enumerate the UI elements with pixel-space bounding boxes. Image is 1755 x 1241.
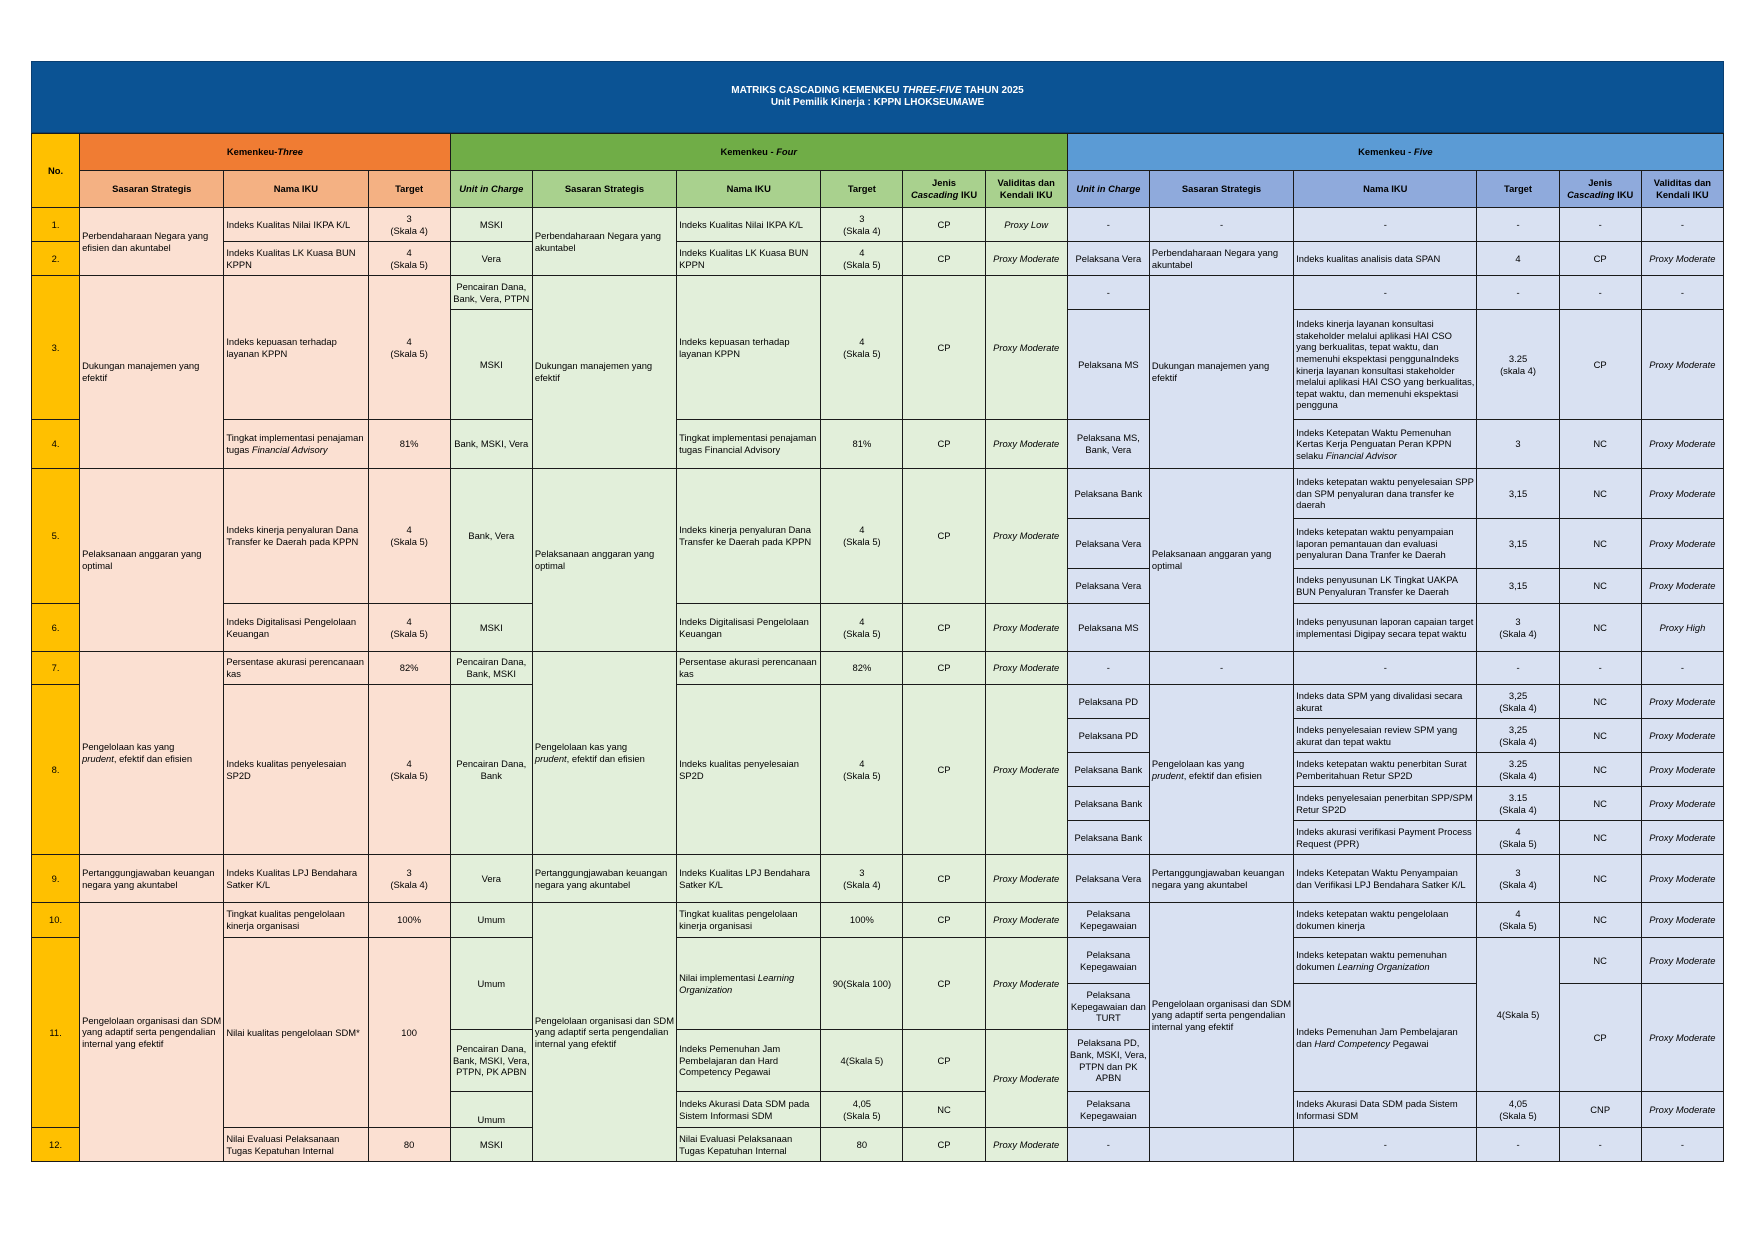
uic-five-cell: -	[1067, 652, 1149, 685]
iku-five-cell: -	[1294, 276, 1477, 310]
jenis-four-cell: NC	[903, 1092, 985, 1128]
iku-three-cell: Indeks Kualitas LPJ Bendahara Satker K/L	[224, 855, 368, 903]
iku-five-cell: Indeks kualitas analisis data SPAN	[1294, 242, 1477, 276]
uic-five-cell: -	[1067, 208, 1149, 242]
jenis-four-cell: CP	[903, 469, 985, 604]
validitas-five-cell: Proxy Moderate	[1641, 242, 1723, 276]
title-banner	[31, 61, 1724, 133]
target-four-cell: 3 (Skala 4)	[821, 855, 903, 903]
iku-five-cell: -	[1294, 652, 1477, 685]
jenis-four-cell: CP	[903, 420, 985, 469]
iku-four-cell: Nilai Evaluasi Pelaksanaan Tugas Kepatuhan Internal	[677, 1128, 821, 1162]
target-four-cell: 80	[821, 1128, 903, 1162]
uic-four-cell: Umum	[450, 903, 532, 938]
jenis-five-cell: -	[1559, 276, 1641, 310]
target-three-cell: 100%	[368, 903, 450, 938]
iku-three-cell: Tingkat implementasi penajaman tugas Financial Advisory	[224, 420, 368, 469]
iku-five-cell: Indeks ketepatan waktu penyelesaian SPP dan SPM penyaluran dana transfer ke daerah	[1294, 469, 1477, 519]
target-five-cell: 4,05 (Skala 5)	[1477, 1092, 1559, 1128]
iku-five-cell: Indeks Pemenuhan Jam Pembelajaran dan Hard Competency Pegawai	[1294, 984, 1477, 1092]
table-row	[32, 652, 1724, 685]
header-validitas-four: Validitas dan Kendali IKU	[985, 171, 1067, 208]
uic-five-cell: Pelaksana PD, Bank, MSKI, Vera, PTPN dan PK APBN	[1067, 1030, 1149, 1092]
iku-three-cell: Indeks Kualitas LK Kuasa BUN KPPN	[224, 242, 368, 276]
table-row	[32, 242, 1724, 276]
table-row	[32, 1128, 1724, 1162]
uic-five-cell: Pelaksana Kepegawaian	[1067, 938, 1149, 984]
uic-five-cell: Pelaksana Bank	[1067, 787, 1149, 821]
row-number: 10.	[32, 903, 80, 938]
iku-three-cell: Nilai kualitas pengelolaan SDM*	[224, 938, 368, 1128]
uic-four-cell: Bank, Vera	[450, 469, 532, 604]
uic-four-cell: Vera	[450, 242, 532, 276]
ss-three-cell: Dukungan manajemen yang efektif	[80, 276, 224, 469]
table-row	[32, 604, 1724, 652]
validitas-four-cell: Proxy Moderate	[985, 685, 1067, 855]
target-three-cell: 3 (Skala 4)	[368, 208, 450, 242]
uic-four-cell: MSKI	[450, 310, 532, 420]
uic-four-cell: MSKI	[450, 1128, 532, 1162]
jenis-four-cell: CP	[903, 1128, 985, 1162]
header-target-five: Target	[1477, 171, 1559, 208]
ss-three-cell: Pelaksanaan anggaran yang optimal	[80, 469, 224, 652]
cascading-table	[31, 133, 1724, 1162]
iku-five-cell: Indeks penyelesaian review SPM yang akurat dan tepat waktu	[1294, 719, 1477, 753]
iku-four-cell: Tingkat kualitas pengelolaan kinerja organisasi	[677, 903, 821, 938]
uic-five-cell: Pelaksana Vera	[1067, 242, 1149, 276]
header-uic-four: Unit in Charge	[450, 171, 532, 208]
target-five-cell: 3,25 (Skala 4)	[1477, 685, 1559, 719]
iku-four-cell: Indeks Kualitas LPJ Bendahara Satker K/L	[677, 855, 821, 903]
validitas-four-cell: Proxy Low	[985, 208, 1067, 242]
target-four-cell: 4 (Skala 5)	[821, 604, 903, 652]
row-number: 12.	[32, 1128, 80, 1162]
ss-five-cell: Dukungan manajemen yang efektif	[1149, 276, 1293, 469]
iku-five-cell: Indeks ketepatan waktu pengelolaan dokumen kinerja	[1294, 903, 1477, 938]
target-three-cell: 81%	[368, 420, 450, 469]
row-number: 4.	[32, 420, 80, 469]
iku-three-cell: Tingkat kualitas pengelolaan kinerja organisasi	[224, 903, 368, 938]
ss-five-cell: -	[1149, 208, 1293, 242]
target-five-cell: 3 (Skala 4)	[1477, 855, 1559, 903]
header-kemenkeu-four: Kemenkeu - Four	[450, 134, 1067, 171]
uic-five-cell: Pelaksana Vera	[1067, 855, 1149, 903]
header-ss-five: Sasaran Strategis	[1149, 171, 1293, 208]
ss-four-cell: Pertanggungjawaban keuangan negara yang akuntabel	[532, 855, 676, 903]
jenis-five-cell: NC	[1559, 569, 1641, 604]
iku-three-cell: Persentase akurasi perencanaan kas	[224, 652, 368, 685]
table-row	[32, 420, 1724, 469]
jenis-four-cell: CP	[903, 938, 985, 1030]
iku-four-cell: Indeks kualitas penyelesaian SP2D	[677, 685, 821, 855]
table-row	[32, 855, 1724, 903]
table-row	[32, 903, 1724, 938]
uic-five-cell: Pelaksana Kepegawaian	[1067, 903, 1149, 938]
table-row	[32, 938, 1724, 984]
iku-five-cell: Indeks Ketepatan Waktu Pemenuhan Kertas Kerja Penguatan Peran KPPN selaku Financial Advisor	[1294, 420, 1477, 469]
ss-three-cell: Pertanggungjawaban keuangan negara yang akuntabel	[80, 855, 224, 903]
validitas-five-cell: -	[1641, 652, 1723, 685]
uic-five-cell: Pelaksana PD	[1067, 719, 1149, 753]
iku-five-cell: Indeks Ketepatan Waktu Penyampaian dan Verifikasi LPJ Bendahara Satker K/L	[1294, 855, 1477, 903]
uic-four-cell: Pencairan Dana, Bank, MSKI	[450, 652, 532, 685]
target-four-cell: 4 (Skala 5)	[821, 276, 903, 420]
iku-four-cell: Indeks kepuasan terhadap layanan KPPN	[677, 276, 821, 420]
jenis-five-cell: CP	[1559, 984, 1641, 1092]
target-four-cell: 3 (Skala 4)	[821, 208, 903, 242]
uic-four-cell: Umum	[450, 1092, 532, 1128]
target-four-cell: 90(Skala 100)	[821, 938, 903, 1030]
uic-five-cell: Pelaksana Vera	[1067, 519, 1149, 569]
target-four-cell: 100%	[821, 903, 903, 938]
matrix-subtitle: Unit Pemilik Kinerja : KPPN LHOKSEUMAWE	[770, 97, 985, 108]
ss-four-cell: Pelaksanaan anggaran yang optimal	[532, 469, 676, 652]
header-iku-four: Nama IKU	[677, 171, 821, 208]
jenis-five-cell: -	[1559, 1128, 1641, 1162]
validitas-five-cell: Proxy Moderate	[1641, 1092, 1723, 1128]
table-row	[32, 276, 1724, 310]
target-four-cell: 4(Skala 5)	[821, 1030, 903, 1092]
iku-three-cell: Indeks kualitas penyelesaian SP2D	[224, 685, 368, 855]
header-no: No.	[32, 134, 80, 208]
ss-three-cell: Pengelolaan kas yang prudent, efektif dan efisien	[80, 652, 224, 855]
iku-four-cell: Indeks Digitalisasi Pengelolaan Keuangan	[677, 604, 821, 652]
ss-five-cell: Pengelolaan kas yang prudent, efektif dan efisien	[1149, 685, 1293, 855]
jenis-five-cell: NC	[1559, 753, 1641, 787]
row-number: 7.	[32, 652, 80, 685]
iku-five-cell: Indeks kinerja layanan konsultasi stakeholder melalui aplikasi HAI CSO yang berkualitas, tepat waktu, dan memenuhi ekspektasi penggunaIndeks kinerja layanan konsultasi stakeholder melalui aplikasi HAI CSO yang berkualitas, tepat waktu, dan memenuhi ekspektasi pengguna	[1294, 310, 1477, 420]
validitas-five-cell: -	[1641, 1128, 1723, 1162]
target-four-cell: 81%	[821, 420, 903, 469]
ss-five-cell: Pelaksanaan anggaran yang optimal	[1149, 469, 1293, 652]
header-jenis-four: Jenis Cascading IKU	[903, 171, 985, 208]
validitas-four-cell: Proxy Moderate	[985, 420, 1067, 469]
target-five-cell: 3.15 (Skala 4)	[1477, 787, 1559, 821]
jenis-five-cell: NC	[1559, 855, 1641, 903]
validitas-four-cell: Proxy Moderate	[985, 276, 1067, 420]
iku-four-cell: Indeks Kualitas LK Kuasa BUN KPPN	[677, 242, 821, 276]
iku-four-cell: Indeks kinerja penyaluran Dana Transfer ke Daerah pada KPPN	[677, 469, 821, 604]
validitas-five-cell: Proxy Moderate	[1641, 787, 1723, 821]
uic-five-cell: -	[1067, 276, 1149, 310]
header-target-four: Target	[821, 171, 903, 208]
target-five-cell: 4	[1477, 242, 1559, 276]
target-five-cell: 3.25 (Skala 4)	[1477, 753, 1559, 787]
jenis-five-cell: CP	[1559, 242, 1641, 276]
uic-four-cell: MSKI	[450, 604, 532, 652]
ss-five-cell: -	[1149, 652, 1293, 685]
iku-four-cell: Indeks Akurasi Data SDM pada Sistem Informasi SDM	[677, 1092, 821, 1128]
target-four-cell: 4 (Skala 5)	[821, 242, 903, 276]
target-four-cell: 4 (Skala 5)	[821, 685, 903, 855]
uic-four-cell: Umum	[450, 938, 532, 1030]
jenis-five-cell: NC	[1559, 685, 1641, 719]
jenis-five-cell: -	[1559, 652, 1641, 685]
target-four-cell: 4,05 (Skala 5)	[821, 1092, 903, 1128]
row-number: 6.	[32, 604, 80, 652]
header-ss-three: Sasaran Strategis	[80, 171, 224, 208]
validitas-five-cell: Proxy Moderate	[1641, 519, 1723, 569]
iku-five-cell: Indeks Akurasi Data SDM pada Sistem Informasi SDM	[1294, 1092, 1477, 1128]
target-five-cell: 4 (Skala 5)	[1477, 821, 1559, 855]
ss-four-cell: Perbendaharaan Negara yang akuntabel	[532, 208, 676, 276]
target-five-cell: -	[1477, 1128, 1559, 1162]
validitas-five-cell: Proxy Moderate	[1641, 821, 1723, 855]
uic-five-cell: Pelaksana Kepegawaian dan TURT	[1067, 984, 1149, 1030]
validitas-four-cell: Proxy Moderate	[985, 903, 1067, 938]
ss-four-cell: Pengelolaan kas yang prudent, efektif dan efisien	[532, 652, 676, 855]
header-uic-five: Unit in Charge	[1067, 171, 1149, 208]
validitas-five-cell: Proxy Moderate	[1641, 719, 1723, 753]
target-five-cell: 4 (Skala 5)	[1477, 903, 1559, 938]
ss-five-cell: Pertanggungjawaban keuangan negara yang akuntabel	[1149, 855, 1293, 903]
validitas-four-cell: Proxy Moderate	[985, 1128, 1067, 1162]
jenis-five-cell: NC	[1559, 420, 1641, 469]
jenis-four-cell: CP	[903, 1030, 985, 1092]
iku-five-cell: Indeks akurasi verifikasi Payment Process Request (PPR)	[1294, 821, 1477, 855]
jenis-five-cell: NC	[1559, 719, 1641, 753]
header-validitas-five: Validitas dan Kendali IKU	[1641, 171, 1723, 208]
target-three-cell: 4 (Skala 5)	[368, 685, 450, 855]
uic-five-cell: Pelaksana Kepegawaian	[1067, 1092, 1149, 1128]
target-five-cell: 3,15	[1477, 519, 1559, 569]
row-number: 2.	[32, 242, 80, 276]
ss-four-cell: Pengelolaan organisasi dan SDM yang adaptif serta pengendalian internal yang efektif	[532, 903, 676, 1162]
validitas-five-cell: -	[1641, 208, 1723, 242]
table-row	[32, 685, 1724, 719]
uic-five-cell: Pelaksana MS, Bank, Vera	[1067, 420, 1149, 469]
jenis-five-cell: CNP	[1559, 1092, 1641, 1128]
ss-four-cell: Dukungan manajemen yang efektif	[532, 276, 676, 469]
row-number: 11.	[32, 938, 80, 1128]
ss-five-cell	[1149, 1128, 1293, 1162]
target-five-cell: 3,25 (Skala 4)	[1477, 719, 1559, 753]
target-three-cell: 100	[368, 938, 450, 1128]
target-three-cell: 4 (Skala 5)	[368, 604, 450, 652]
iku-three-cell: Indeks Kualitas Nilai IKPA K/L	[224, 208, 368, 242]
row-number: 1.	[32, 208, 80, 242]
validitas-four-cell: Proxy Moderate	[985, 1030, 1067, 1128]
iku-five-cell: Indeks ketepatan waktu penyampaian laporan pemantauan dan evaluasi penyaluran Dana Tranfer ke Daerah	[1294, 519, 1477, 569]
jenis-four-cell: CP	[903, 903, 985, 938]
header-iku-five: Nama IKU	[1294, 171, 1477, 208]
validitas-five-cell: Proxy Moderate	[1641, 753, 1723, 787]
iku-four-cell: Indeks Pemenuhan Jam Pembelajaran dan Hard Competency Pegawai	[677, 1030, 821, 1092]
target-five-cell: 3	[1477, 420, 1559, 469]
validitas-four-cell: Proxy Moderate	[985, 855, 1067, 903]
ss-three-cell: Pengelolaan organisasi dan SDM yang adaptif serta pengendalian internal yang efektif	[80, 903, 224, 1162]
header-jenis-five: Jenis Cascading IKU	[1559, 171, 1641, 208]
validitas-four-cell: Proxy Moderate	[985, 938, 1067, 1030]
iku-five-cell: Indeks data SPM yang divalidasi secara akurat	[1294, 685, 1477, 719]
jenis-five-cell: NC	[1559, 821, 1641, 855]
jenis-four-cell: CP	[903, 242, 985, 276]
iku-five-cell: Indeks penyusunan LK Tingkat UAKPA BUN Penyaluran Transfer ke Daerah	[1294, 569, 1477, 604]
iku-three-cell: Nilai Evaluasi Pelaksanaan Tugas Kepatuhan Internal	[224, 1128, 368, 1162]
target-three-cell: 82%	[368, 652, 450, 685]
jenis-five-cell: CP	[1559, 310, 1641, 420]
jenis-five-cell: NC	[1559, 469, 1641, 519]
target-three-cell: 4 (Skala 5)	[368, 276, 450, 420]
uic-four-cell: Pencairan Dana, Bank, Vera, PTPN	[450, 276, 532, 310]
uic-five-cell: Pelaksana Bank	[1067, 821, 1149, 855]
validitas-five-cell: -	[1641, 276, 1723, 310]
jenis-five-cell: NC	[1559, 787, 1641, 821]
iku-three-cell: Indeks kepuasan terhadap layanan KPPN	[224, 276, 368, 420]
jenis-four-cell: CP	[903, 604, 985, 652]
cascading-matrix-sheet	[31, 61, 1724, 1162]
iku-five-cell: Indeks penyusunan laporan capaian target implementasi Digipay secara tepat waktu	[1294, 604, 1477, 652]
row-number: 9.	[32, 855, 80, 903]
target-five-cell: 3,15	[1477, 469, 1559, 519]
uic-five-cell: Pelaksana Bank	[1067, 753, 1149, 787]
validitas-four-cell: Proxy Moderate	[985, 469, 1067, 604]
target-three-cell: 80	[368, 1128, 450, 1162]
target-five-cell: -	[1477, 652, 1559, 685]
uic-five-cell: Pelaksana Bank	[1067, 469, 1149, 519]
jenis-five-cell: NC	[1559, 519, 1641, 569]
jenis-five-cell: NC	[1559, 938, 1641, 984]
ss-five-cell: Perbendaharaan Negara yang akuntabel	[1149, 242, 1293, 276]
uic-four-cell: Vera	[450, 855, 532, 903]
iku-three-cell: Indeks kinerja penyaluran Dana Transfer ke Daerah pada KPPN	[224, 469, 368, 604]
iku-three-cell: Indeks Digitalisasi Pengelolaan Keuangan	[224, 604, 368, 652]
iku-five-cell: Indeks ketepatan waktu pemenuhan dokumen Learning Organization	[1294, 938, 1477, 984]
target-five-cell: -	[1477, 208, 1559, 242]
target-five-cell: -	[1477, 276, 1559, 310]
iku-four-cell: Persentase akurasi perencanaan kas	[677, 652, 821, 685]
target-four-cell: 82%	[821, 652, 903, 685]
target-five-cell: 4(Skala 5)	[1477, 938, 1559, 1092]
iku-five-cell: Indeks penyelesaian penerbitan SPP/SPM Retur SP2D	[1294, 787, 1477, 821]
row-number: 5.	[32, 469, 80, 604]
jenis-five-cell: -	[1559, 208, 1641, 242]
uic-five-cell: -	[1067, 1128, 1149, 1162]
row-number: 8.	[32, 685, 80, 855]
iku-four-cell: Tingkat implementasi penajaman tugas Financial Advisory	[677, 420, 821, 469]
validitas-five-cell: Proxy High	[1641, 604, 1723, 652]
group-header-row	[32, 134, 1724, 171]
target-three-cell: 4 (Skala 5)	[368, 242, 450, 276]
column-header-row	[32, 171, 1724, 208]
header-ss-four: Sasaran Strategis	[532, 171, 676, 208]
iku-five-cell: -	[1294, 1128, 1477, 1162]
table-row	[32, 469, 1724, 519]
jenis-four-cell: CP	[903, 276, 985, 420]
jenis-four-cell: CP	[903, 652, 985, 685]
validitas-five-cell: Proxy Moderate	[1641, 469, 1723, 519]
validitas-five-cell: Proxy Moderate	[1641, 569, 1723, 604]
jenis-five-cell: NC	[1559, 903, 1641, 938]
validitas-four-cell: Proxy Moderate	[985, 652, 1067, 685]
validitas-five-cell: Proxy Moderate	[1641, 855, 1723, 903]
validitas-five-cell: Proxy Moderate	[1641, 938, 1723, 984]
uic-five-cell: Pelaksana Vera	[1067, 569, 1149, 604]
ss-five-cell: Pengelolaan organisasi dan SDM yang adaptif serta pengendalian internal yang efektif	[1149, 903, 1293, 1128]
header-kemenkeu-three: Kemenkeu-Three	[80, 134, 451, 171]
uic-four-cell: Pencairan Dana, Bank, MSKI, Vera, PTPN, PK APBN	[450, 1030, 532, 1092]
ss-three-cell: Perbendaharaan Negara yang efisien dan akuntabel	[80, 208, 224, 276]
row-number: 3.	[32, 276, 80, 420]
jenis-four-cell: CP	[903, 208, 985, 242]
target-three-cell: 3 (Skala 4)	[368, 855, 450, 903]
target-three-cell: 4 (Skala 5)	[368, 469, 450, 604]
validitas-five-cell: Proxy Moderate	[1641, 420, 1723, 469]
validitas-five-cell: Proxy Moderate	[1641, 310, 1723, 420]
iku-five-cell: Indeks ketepatan waktu penerbitan Surat Pemberitahuan Retur SP2D	[1294, 753, 1477, 787]
uic-five-cell: Pelaksana MS	[1067, 310, 1149, 420]
validitas-five-cell: Proxy Moderate	[1641, 903, 1723, 938]
jenis-four-cell: CP	[903, 685, 985, 855]
validitas-four-cell: Proxy Moderate	[985, 242, 1067, 276]
iku-five-cell: -	[1294, 208, 1477, 242]
uic-five-cell: Pelaksana MS	[1067, 604, 1149, 652]
target-five-cell: 3 (Skala 4)	[1477, 604, 1559, 652]
header-iku-three: Nama IKU	[224, 171, 368, 208]
uic-four-cell: MSKI	[450, 208, 532, 242]
validitas-four-cell: Proxy Moderate	[985, 604, 1067, 652]
header-kemenkeu-five: Kemenkeu - Five	[1067, 134, 1723, 171]
validitas-five-cell: Proxy Moderate	[1641, 685, 1723, 719]
target-four-cell: 4 (Skala 5)	[821, 469, 903, 604]
target-five-cell: 3,15	[1477, 569, 1559, 604]
uic-four-cell: Bank, MSKI, Vera	[450, 420, 532, 469]
validitas-five-cell: Proxy Moderate	[1641, 984, 1723, 1092]
target-five-cell: 3.25 (skala 4)	[1477, 310, 1559, 420]
uic-four-cell: Pencairan Dana, Bank	[450, 685, 532, 855]
table-row	[32, 208, 1724, 242]
iku-four-cell: Indeks Kualitas Nilai IKPA K/L	[677, 208, 821, 242]
jenis-four-cell: CP	[903, 855, 985, 903]
iku-four-cell: Nilai implementasi Learning Organization	[677, 938, 821, 1030]
header-target-three: Target	[368, 171, 450, 208]
uic-five-cell: Pelaksana PD	[1067, 685, 1149, 719]
jenis-five-cell: NC	[1559, 604, 1641, 652]
matrix-title: MATRIKS CASCADING KEMENKEU THREE-FIVE TAHUN 2025	[731, 85, 1024, 96]
